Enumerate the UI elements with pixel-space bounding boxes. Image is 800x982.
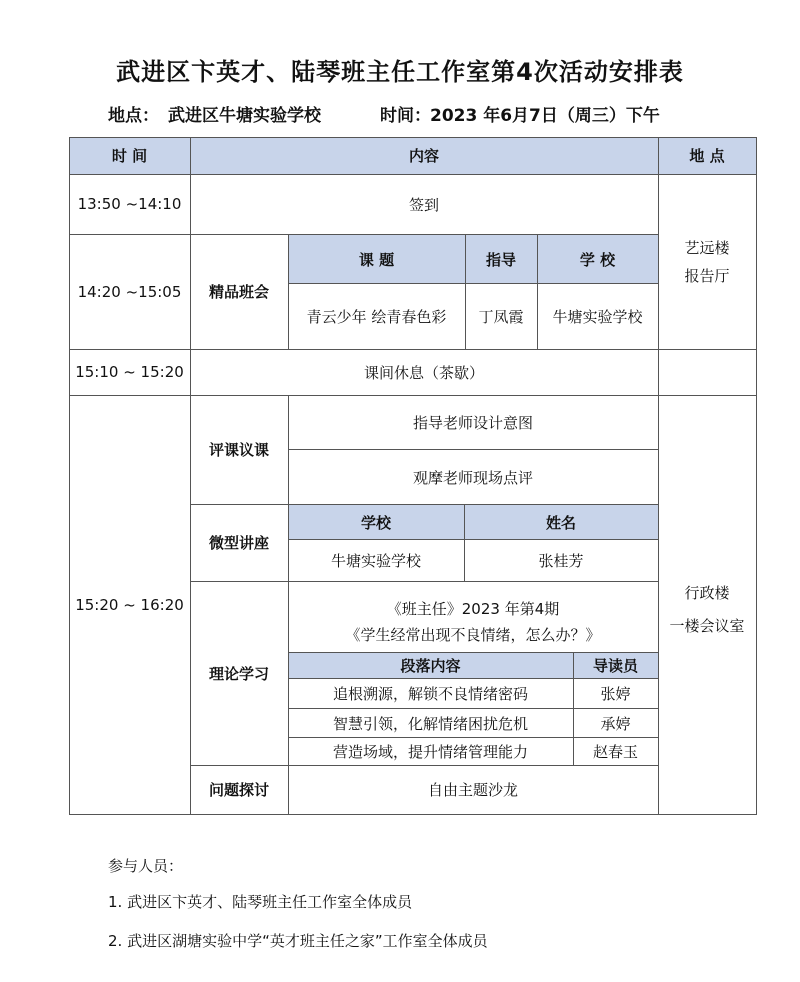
- time-value: 2023 年6月7日（周三）下午: [430, 106, 660, 126]
- table-border-right: [756, 137, 757, 815]
- participants-label: 参与人员：: [108, 857, 184, 875]
- theory-para: 营造场域，提升情绪管理能力: [332, 743, 528, 761]
- lecture-label: 微型讲座: [208, 534, 269, 552]
- theory-reader: 张婷: [600, 685, 631, 703]
- class-col-topic: 课 题: [358, 250, 395, 269]
- theory-col-reader: 导读员: [592, 657, 638, 675]
- theory-reader: 赵春玉: [592, 743, 638, 761]
- class-guide: 丁凤霞: [478, 308, 524, 326]
- participant-item: 1. 武进区卞英才、陆琴班主任工作室全体成员: [108, 893, 413, 911]
- lecture-school: 牛塘实验学校: [330, 552, 421, 570]
- page-title: 武进区卞英才、陆琴班主任工作室第4次活动安排表: [116, 58, 684, 86]
- lecture-col-name: 姓名: [545, 513, 576, 532]
- class-topic: 青云少年 绘青春色彩: [306, 308, 447, 326]
- place1-line2: 报告厅: [684, 266, 730, 285]
- class-time: 14:20 ~15:05: [77, 282, 182, 301]
- discuss-content: 自由主题沙龙: [427, 781, 518, 799]
- header-content: 内容: [408, 147, 439, 165]
- class-col-guide: 指导: [485, 250, 516, 269]
- header-place: 地 点: [689, 147, 725, 165]
- header-time: 时 间: [111, 147, 148, 165]
- review-item2: 观摩老师现场点评: [412, 468, 533, 487]
- theory-col-para: 段落内容: [400, 657, 461, 675]
- break-time: 15:10 ~ 15:20: [75, 363, 184, 381]
- place1-line1: 艺远楼: [684, 238, 730, 257]
- place1: [658, 174, 756, 349]
- class-label: 精品班会: [208, 283, 269, 301]
- lecture-col-school: 学校: [360, 513, 391, 532]
- checkin-time: 13:50 ~14:10: [77, 195, 182, 213]
- participant-item: 2. 武进区湖塘实验中学“英才班主任之家”工作室全体成员: [108, 932, 488, 950]
- place2-line1: 行政楼: [684, 584, 730, 602]
- lecture-name: 张桂芳: [538, 552, 584, 570]
- review-item1: 指导老师设计意图: [412, 413, 533, 432]
- review-label: 评课议课: [208, 441, 269, 459]
- location-label: 地点：: [108, 106, 159, 126]
- discuss-label: 问题探讨: [208, 781, 269, 799]
- table-border-bottom: [69, 814, 757, 815]
- theory-line2: 《学生经常出现不良情绪，怎么办？》: [345, 625, 601, 644]
- place2: [658, 580, 756, 640]
- theory-para: 智慧引领，化解情绪困扰危机: [332, 714, 528, 733]
- time-label: 时间：: [380, 106, 431, 126]
- theory-reader: 承婷: [600, 714, 631, 733]
- place2-line2: 一楼会议室: [669, 617, 745, 635]
- location-value: 武进区牛塘实验学校: [168, 106, 321, 126]
- theory-line1: 《班主任》2023 年第4期: [386, 599, 560, 618]
- checkin-content: 签到: [408, 195, 439, 214]
- theory-para: 追根溯源，解锁不良情绪密码: [332, 685, 528, 703]
- class-col-school: 学 校: [579, 250, 616, 269]
- theory-label: 理论学习: [208, 664, 269, 683]
- class-school: 牛塘实验学校: [552, 308, 643, 326]
- break-content: 课间休息（茶歇）: [363, 363, 484, 382]
- session-time: 15:20 ~ 16:20: [75, 595, 184, 614]
